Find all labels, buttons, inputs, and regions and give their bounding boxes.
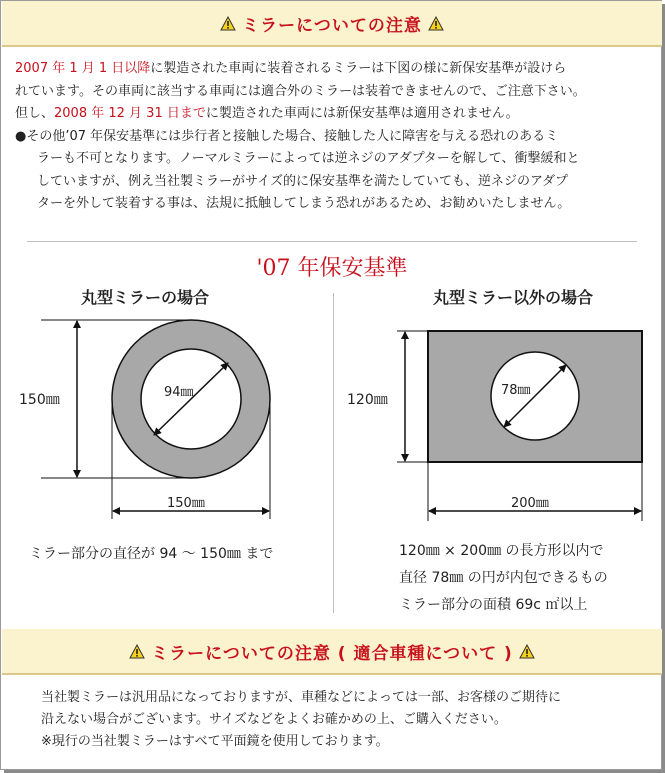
notice-line-3-start: 但し、 <box>15 106 55 121</box>
footer-line: ※現行の当社製ミラーはすべて平面鏡を使用しております。 <box>41 734 389 749</box>
bottom-header-title: ミラーについての注意 ( 適合車種について ) <box>151 643 513 664</box>
warning-triangle-icon <box>129 644 145 659</box>
round-width-label: 150㎜ <box>167 496 205 511</box>
round-mirror-title: 丸型ミラーの場合 <box>81 288 210 307</box>
warning-triangle-icon <box>519 644 535 659</box>
bottom-header <box>2 629 662 675</box>
date-highlight: 2008 年 12 月 31 日まで <box>54 106 206 121</box>
other-description <box>399 538 608 619</box>
other-mirror-title: 丸型ミラー以外の場合 <box>433 288 594 307</box>
footer-text <box>41 687 561 753</box>
bullet-line-4: ターを外して装着する事は、法規に抵触してしまう恐れがあるため、お勧めいたしません。 <box>37 196 571 211</box>
notice-line-1-rest: に製造された車両に装着されるミラーは下図の様に新保安基準が設けら <box>150 61 567 76</box>
footer-line: 当社製ミラーは汎用品になっておりますが、車種などによっては一部、お客様のご期待に <box>41 690 562 705</box>
bullet-icon: ● <box>15 128 27 144</box>
other-width-label: 200㎜ <box>511 496 549 511</box>
other-description-line: 直径 78㎜ の円が内包できるもの <box>399 570 608 586</box>
top-header-title: ミラーについての注意 <box>242 15 422 36</box>
footer-line: 沿えない場合がございます。サイズなどをよくお確かめの上、ご購入ください。 <box>41 712 507 727</box>
bullet-line-2: ラーも不可となります。ノーマルミラーによっては逆ネジのアダプターを解して、衝撃緩和と <box>37 151 580 166</box>
round-height-label: 150㎜ <box>19 392 60 408</box>
bullet-line-3: していますが、例え当社製ミラーがサイズ的に保安基準を満たしていても、逆ネジのアダプ <box>37 173 569 189</box>
other-height-label: 120㎜ <box>347 392 388 408</box>
date-highlight: 2007 年 1 月 1 日以降 <box>15 61 151 76</box>
bullet-text: その他’07 年保安基準には歩行者と接触した場合、接触した人に障害を与える恐れのあるミ <box>26 128 559 144</box>
round-mirror-diagram <box>41 320 270 519</box>
other-description-line: 120㎜ × 200㎜ の長方形以内で <box>399 543 604 559</box>
other-inner-label: 78㎜ <box>501 383 531 398</box>
notice-line-2: れています。その車両に該当する車両には適合外のミラーは装着できませんので、ご注意下さい。 <box>15 83 586 99</box>
round-inner-label: 94㎜ <box>164 385 194 400</box>
standard-title: '07 年保安基準 <box>256 256 408 281</box>
round-description: ミラー部分の直径が 94 ～ 150㎜ まで <box>29 546 274 562</box>
mirror-diagrams <box>1 1 661 621</box>
other-description-line: ミラー部分の面積 69c ㎡以上 <box>399 597 588 613</box>
notice-line-3-rest: に製造された車両には新保安基準は適用されません。 <box>205 106 519 121</box>
